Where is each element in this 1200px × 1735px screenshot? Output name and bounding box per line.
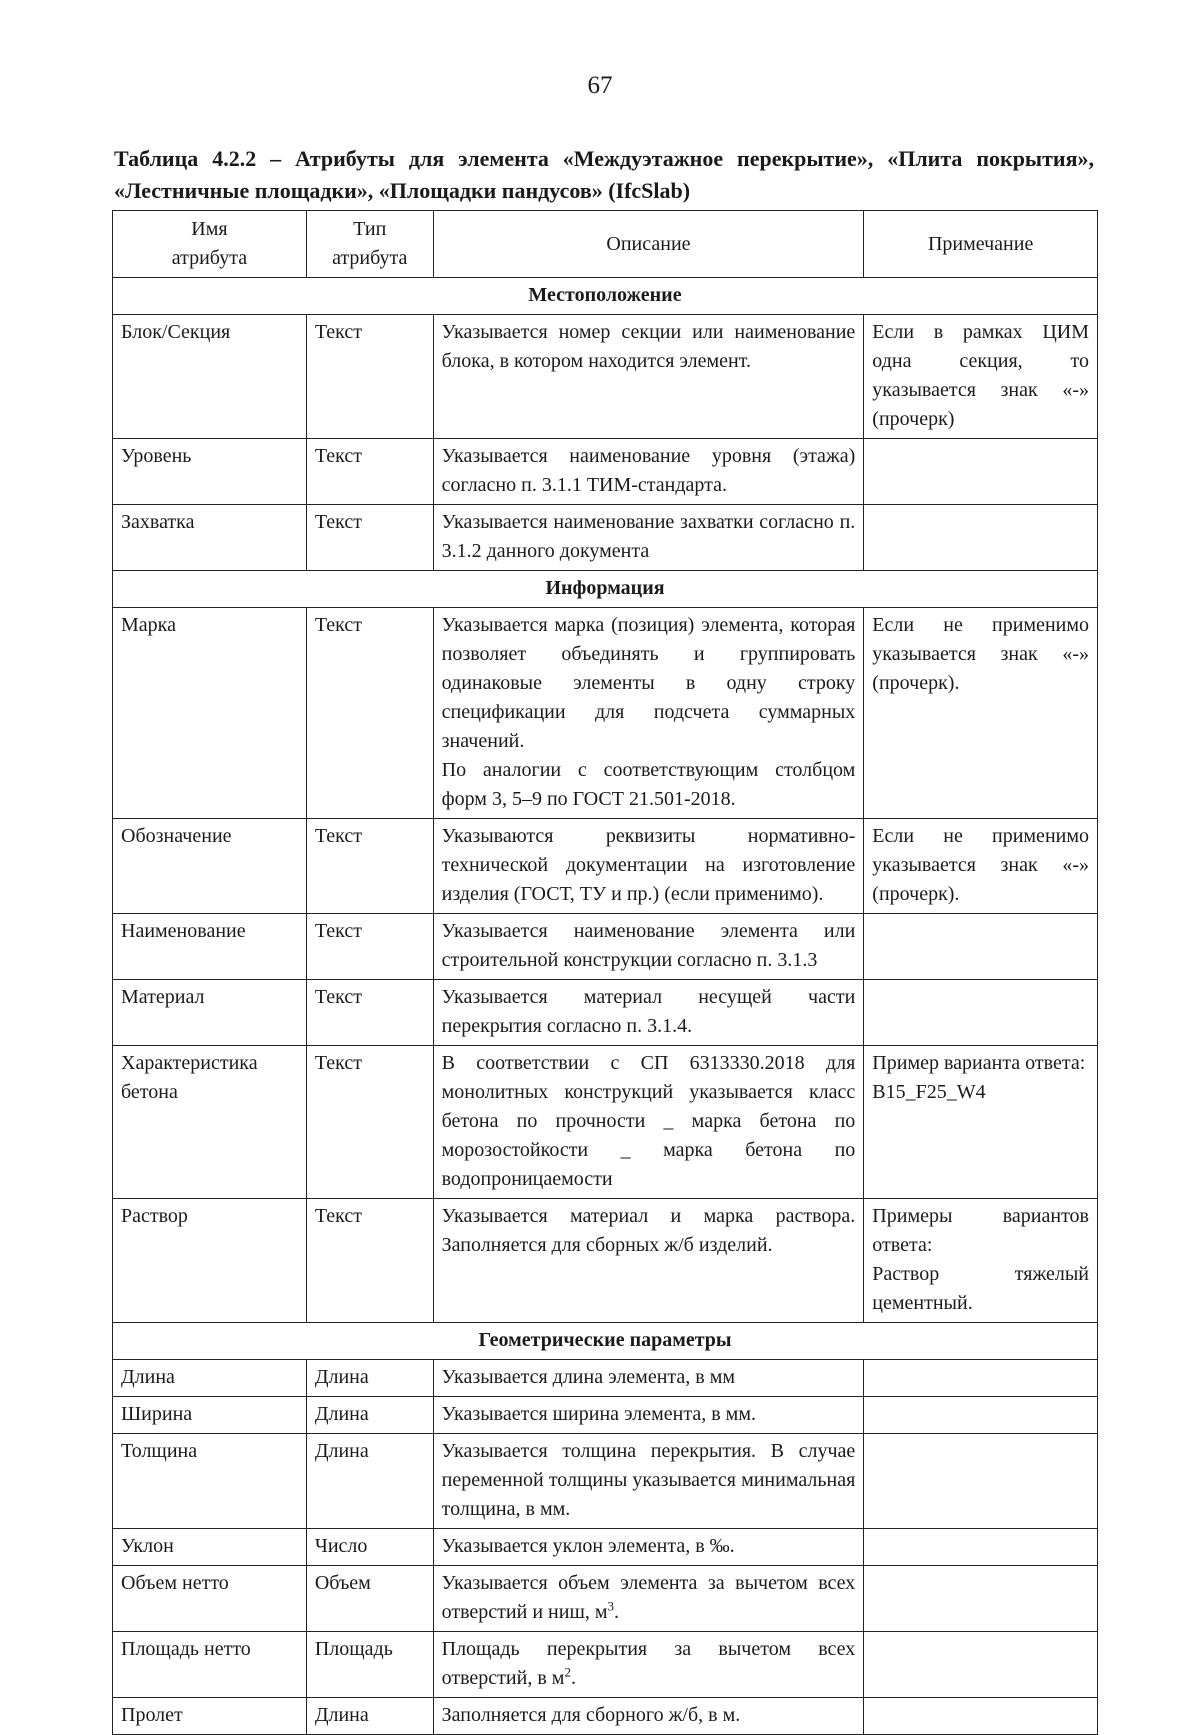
- attribute-name-cell: Раствор: [113, 1199, 307, 1323]
- note-text: Если в рамках ЦИМ одна секция, то указывается знак «-» (прочерк): [872, 321, 1089, 430]
- description-text: Указывается объем элемента за вычетом всех отверстий и ниш, м: [441, 1572, 856, 1623]
- section-row: [113, 1323, 1098, 1360]
- attribute-name-cell: Обозначение: [113, 819, 307, 914]
- note-text-extra: Раствор тяжелый цементный.: [872, 1263, 1089, 1314]
- table-row: [113, 1199, 1098, 1323]
- description-cell: [433, 1046, 864, 1199]
- note-cell: [864, 1698, 1098, 1735]
- attribute-name-cell: Площадь нетто: [113, 1632, 307, 1698]
- section-row: [113, 571, 1098, 608]
- table-row: [113, 1046, 1098, 1199]
- note-cell: [864, 1434, 1098, 1529]
- description-text: Указывается наименование элемента или строительной конструкции согласно п. 3.1.3: [441, 920, 856, 971]
- description-cell: [433, 1632, 864, 1698]
- attribute-type-cell: Длина: [306, 1434, 433, 1529]
- description-cell: [433, 914, 864, 980]
- attribute-name-cell: Блок/Секция: [113, 315, 307, 439]
- description-cell: [433, 1199, 864, 1323]
- description-cell: [433, 505, 864, 571]
- note-text-extra: B15_F25_W4: [872, 1081, 986, 1103]
- header-note: Примечание: [864, 211, 1098, 278]
- attribute-name-cell: Ширина: [113, 1397, 307, 1434]
- note-cell: [864, 1046, 1098, 1199]
- note-cell: [864, 608, 1098, 819]
- attribute-name-cell: Марка: [113, 608, 307, 819]
- description-tail: .: [614, 1601, 619, 1623]
- note-cell: [864, 1199, 1098, 1323]
- description-text: Указывается наименование уровня (этажа) согласно п. 3.1.1 ТИМ-стандарта.: [441, 445, 856, 496]
- description-text: Указывается ширина элемента, в мм.: [441, 1403, 756, 1425]
- page-number: 67: [587, 72, 613, 99]
- description-text-extra: По аналогии с соответствующим столбцом форм 3, 5–9 по ГОСТ 21.501-2018.: [441, 759, 856, 810]
- note-cell: [864, 315, 1098, 439]
- header-name-line2: атрибута: [171, 247, 248, 269]
- description-text: Указывается номер секции или наименование блока, в котором находится элемент.: [441, 321, 856, 372]
- attribute-name-cell: Захватка: [113, 505, 307, 571]
- note-text: Примеры вариантов ответа:: [872, 1205, 1089, 1256]
- description-cell: [433, 1397, 864, 1434]
- attribute-type-cell: Текст: [306, 914, 433, 980]
- attribute-type-cell: Длина: [306, 1397, 433, 1434]
- description-cell: [433, 1566, 864, 1632]
- table-row: [113, 1434, 1098, 1529]
- table-row: [113, 1698, 1098, 1735]
- attribute-type-cell: Текст: [306, 980, 433, 1046]
- attribute-type-cell: Число: [306, 1529, 433, 1566]
- note-text: Пример варианта ответа:: [872, 1052, 1086, 1074]
- note-cell: [864, 819, 1098, 914]
- note-cell: [864, 980, 1098, 1046]
- table-caption: Таблица 4.2.2 – Атрибуты для элемента «Междуэтажное перекрытие», «Плита покрытия», «Лестничные площадки», «Площадки пандусов» (IfcSlab): [114, 146, 1094, 203]
- attribute-type-cell: Объем: [306, 1566, 433, 1632]
- attribute-type-cell: Длина: [306, 1360, 433, 1397]
- attribute-name-cell: Пролет: [113, 1698, 307, 1735]
- note-cell: [864, 1529, 1098, 1566]
- table-header-row: [113, 211, 1098, 278]
- description-cell: [433, 315, 864, 439]
- header-attribute-name: [113, 211, 307, 278]
- description-text: Заполняется для сборного ж/б, в м.: [441, 1704, 741, 1726]
- description-tail: .: [570, 1667, 576, 1689]
- note-text: Если не применимо указывается знак «-» (прочерк).: [872, 614, 1089, 694]
- description-text: Указывается наименование захватки согласно п. 3.1.2 данного документа: [441, 511, 856, 562]
- table-row: [113, 439, 1098, 505]
- attribute-name-cell: Длина: [113, 1360, 307, 1397]
- description-superscript: 3: [607, 1598, 614, 1614]
- note-cell: [864, 439, 1098, 505]
- description-cell: [433, 1360, 864, 1397]
- description-cell: [433, 1434, 864, 1529]
- attribute-type-cell: Текст: [306, 608, 433, 819]
- attribute-name-cell: Наименование: [113, 914, 307, 980]
- description-text: Указывается длина элемента, в мм: [441, 1366, 736, 1388]
- table-row: [113, 1397, 1098, 1434]
- description-text: Указывается материал и марка раствора. Заполняется для сборных ж/б изделий.: [441, 1205, 856, 1256]
- table-row: [113, 505, 1098, 571]
- header-type-line1: Тип: [353, 218, 387, 240]
- note-cell: [864, 1566, 1098, 1632]
- description-cell: [433, 1529, 864, 1566]
- table-row: [113, 980, 1098, 1046]
- description-text: Указывается уклон элемента, в ‰.: [441, 1535, 735, 1557]
- attribute-type-cell: Текст: [306, 1199, 433, 1323]
- description-cell: [433, 819, 864, 914]
- attribute-type-cell: Текст: [306, 439, 433, 505]
- table-row: [113, 1566, 1098, 1632]
- description-cell: [433, 980, 864, 1046]
- description-text: В соответствии с СП 6313330.2018 для монолитных конструкций указывается класс бетона по прочности _ марка бетона по морозостойкости _ марка бетона по водопроницаемости: [441, 1052, 856, 1190]
- section-title: Местоположение: [113, 278, 1098, 315]
- description-text: Площадь перекрытия за вычетом всех отверстий, в м: [441, 1638, 856, 1689]
- attributes-table: [112, 210, 1098, 1735]
- header-attribute-type: [306, 211, 433, 278]
- attribute-name-cell: Характеристика бетона: [113, 1046, 307, 1199]
- note-cell: [864, 1632, 1098, 1698]
- attribute-name-cell: Объем нетто: [113, 1566, 307, 1632]
- header-description: Описание: [433, 211, 864, 278]
- note-cell: [864, 1360, 1098, 1397]
- table-body: [113, 278, 1098, 1735]
- description-text: Указывается марка (позиция) элемента, которая позволяет объединять и группировать одинаковые элементы в одну строку спецификации для подсчета суммарных значений.: [441, 614, 856, 752]
- attribute-name-cell: Материал: [113, 980, 307, 1046]
- attribute-type-cell: Текст: [306, 819, 433, 914]
- attribute-type-cell: Текст: [306, 505, 433, 571]
- attribute-type-cell: Текст: [306, 315, 433, 439]
- attribute-type-cell: Длина: [306, 1698, 433, 1735]
- header-name-line1: Имя: [191, 218, 228, 240]
- note-cell: [864, 1397, 1098, 1434]
- note-text: Если не применимо указывается знак «-» (прочерк).: [872, 825, 1089, 905]
- note-cell: [864, 914, 1098, 980]
- table-row: [113, 1529, 1098, 1566]
- section-title: Геометрические параметры: [113, 1323, 1098, 1360]
- table-row: [113, 1360, 1098, 1397]
- table-row: [113, 819, 1098, 914]
- description-cell: [433, 608, 864, 819]
- description-text: Указывается материал несущей части перекрытия согласно п. 3.1.4.: [441, 986, 856, 1037]
- table-row: [113, 608, 1098, 819]
- note-cell: [864, 505, 1098, 571]
- description-text: Указываются реквизиты нормативно-технической документации на изготовление изделия (ГОСТ, ТУ и пр.) (если применимо).: [441, 825, 856, 905]
- attribute-type-cell: Текст: [306, 1046, 433, 1199]
- table-row: [113, 914, 1098, 980]
- table-row: [113, 315, 1098, 439]
- attribute-type-cell: Площадь: [306, 1632, 433, 1698]
- attribute-name-cell: Уровень: [113, 439, 307, 505]
- description-text: Указывается толщина перекрытия. В случае переменной толщины указывается минимальная толщина, в мм.: [441, 1440, 856, 1520]
- section-row: [113, 278, 1098, 315]
- table-row: [113, 1632, 1098, 1698]
- header-type-line2: атрибута: [332, 247, 408, 269]
- attribute-name-cell: Уклон: [113, 1529, 307, 1566]
- description-cell: [433, 439, 864, 505]
- attribute-name-cell: Толщина: [113, 1434, 307, 1529]
- section-title: Информация: [113, 571, 1098, 608]
- description-superscript: 2: [564, 1664, 571, 1680]
- description-cell: [433, 1698, 864, 1735]
